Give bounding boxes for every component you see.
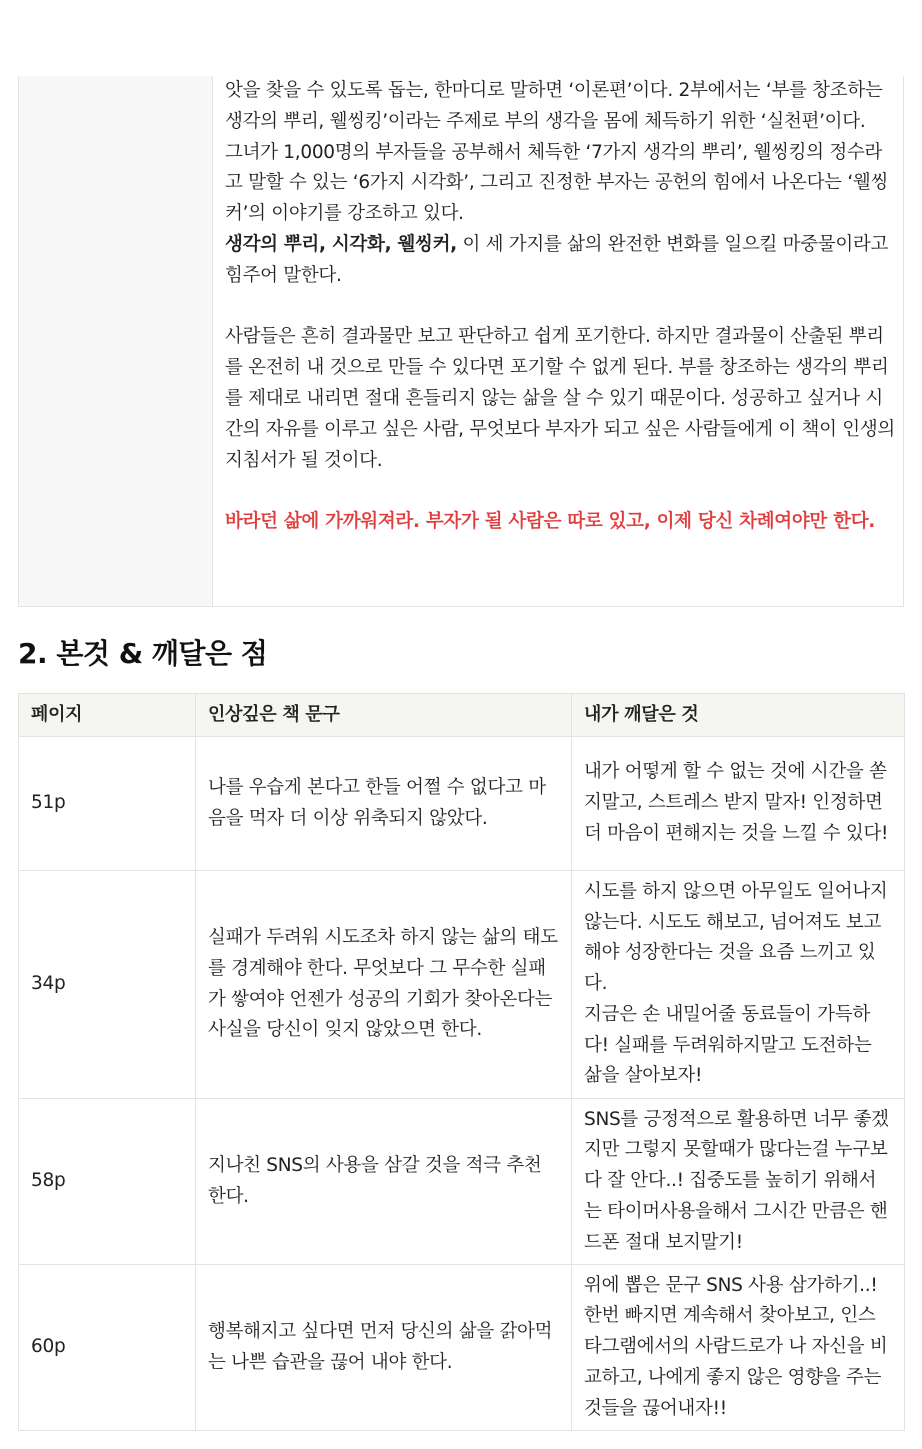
row-insight-line-2: 지금은 손 내밀어줄 동료들이 가득하다! 실패를 두려워하지말고 도전하는 삶을 살아보자!	[584, 1003, 872, 1087]
highlight-quote: 바라던 삶에 가까워져라. 부자가 될 사람은 따로 있고, 이제 당신 차례여야만 한다.	[225, 511, 876, 533]
row-page: 58p	[19, 1099, 196, 1265]
table-row	[19, 871, 905, 1099]
header-insight: 내가 깨달은 것	[572, 694, 905, 737]
notes-table	[18, 693, 905, 1431]
row-insight-line-1: 시도를 하지 않으면 아무일도 일어나지 않는다. 시도도 해보고, 넘어져도 보고 해야 성장한다는 것을 요즘 느끼고 있다.	[584, 880, 888, 995]
row-insight: 위에 뽑은 문구 SNS 사용 삼가하기..! 한번 빠지면 계속해서 찾아보고, 인스타그램에서의 사람드로가 나 자신을 비교하고, 나에게 좋지 않은 영향을 주는 것들을 끊어내자!!	[572, 1265, 905, 1431]
summary-content	[225, 76, 895, 538]
row-page: 34p	[19, 871, 196, 1099]
summary-block	[18, 76, 904, 607]
header-quote: 인상깊은 책 문구	[196, 694, 572, 737]
summary-paragraph-3-rest: 이 세 가지를 삶의 완전한 변화를 일으킬 마중물이라고 힘주어 말한다.	[225, 233, 889, 286]
row-quote: 나를 우습게 본다고 한들 어쩔 수 없다고 마음을 먹자 더 이상 위축되지 않았다.	[196, 737, 572, 871]
summary-label-cell	[19, 76, 213, 606]
summary-paragraph-4: 사람들은 흔히 결과물만 보고 판단하고 쉽게 포기한다. 하지만 결과물이 산출된 뿌리를 온전히 내 것으로 만들 수 있다면 포기할 수 없게 된다. 부를 창조하는 생각의 뿌리를 제대로 내리면 절대 흔들리지 않는 삶을 살 수 있기 때문이다. 성공하고 싶거나 시간의 자유를 이루고 싶은 사람, 무엇보다 부자가 되고 싶은 사람들에게 이 책이 인생의 지침서가 될 것이다.	[225, 326, 895, 471]
row-page: 60p	[19, 1265, 196, 1431]
bold-keywords: 생각의 뿌리, 시각화, 웰씽커,	[225, 233, 457, 255]
header-page: 페이지	[19, 694, 196, 737]
table-row	[19, 1099, 905, 1265]
row-insight	[572, 871, 905, 1099]
row-insight: 내가 어떻게 할 수 없는 것에 시간을 쏟지말고, 스트레스 받지 말자! 인정하면 더 마음이 편해지는 것을 느낄 수 있다!	[572, 737, 905, 871]
row-insight: SNS를 긍정적으로 활용하면 너무 좋겠지만 그렇지 못할때가 많다는걸 누구보다 잘 안다..! 집중도를 높히기 위해서는 타이머사용을해서 그시간 만큼은 핸드폰 절대 보지말기!	[572, 1099, 905, 1265]
table-row	[19, 1265, 905, 1431]
section-title: 2. 본것 & 깨달은 점	[18, 637, 268, 670]
table-header-row	[19, 694, 905, 737]
table-row	[19, 737, 905, 871]
row-quote: 지나친 SNS의 사용을 삼갈 것을 적극 추천한다.	[196, 1099, 572, 1265]
summary-paragraph-3	[225, 230, 895, 292]
row-page: 51p	[19, 737, 196, 871]
row-quote: 행복해지고 싶다면 먼저 당신의 삶을 갉아먹는 나쁜 습관을 끊어 내야 한다.	[196, 1265, 572, 1431]
row-quote: 실패가 두려워 시도조차 하지 않는 삶의 태도를 경계해야 한다. 무엇보다 그 무수한 실패가 쌓여야 언젠가 성공의 기회가 찾아온다는 사실을 당신이 잊지 않았으면 한다.	[196, 871, 572, 1099]
summary-paragraph-2: 그녀가 1,000명의 부자들을 공부해서 체득한 ‘7가지 생각의 뿌리’, 웰씽킹의 정수라고 말할 수 있는 ‘6가지 시각화’, 그리고 진정한 부자는 공헌의 힘에서 나온다는 ‘웰씽커’의 이야기를 강조하고 있다.	[225, 141, 889, 225]
summary-paragraph-1: 앗을 찾을 수 있도록 돕는, 한마디로 말하면 ‘이론편’이다. 2부에서는 ‘부를 창조하는 생각의 뿌리, 웰씽킹’이라는 주제로 부의 생각을 몸에 체득하기 위한 ‘실천편’이다.	[225, 80, 883, 132]
